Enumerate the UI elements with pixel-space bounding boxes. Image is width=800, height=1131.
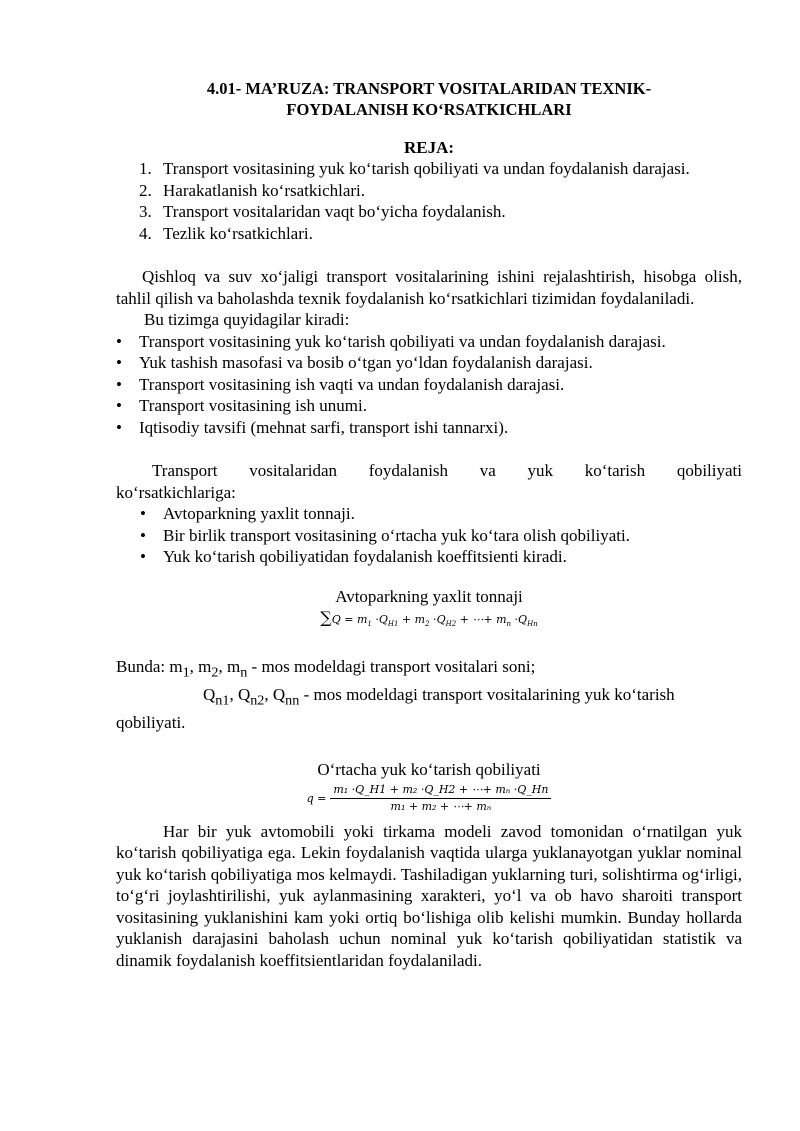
formula-1-label: Avtoparkning yaxlit tonnaji: [335, 586, 523, 606]
m-symbol: m: [198, 657, 212, 677]
list-item-text: Transport vositasining ish vaqti va undan foydalanish darajasi.: [139, 374, 565, 394]
list-item: [116, 395, 742, 417]
formula-term: m: [496, 613, 507, 626]
system-intro: Bu tizimga quyidagilar kiradi:: [144, 310, 350, 329]
list-item: [140, 503, 742, 525]
formula-subscript: n: [506, 620, 512, 629]
q-tail: - mos modeldagi transport vositalarining yuk ko‘tarish: [299, 685, 675, 705]
q-symbol: Q: [237, 685, 251, 705]
formula-average-capacity: [116, 782, 742, 815]
page-content: [116, 78, 742, 971]
plan-item-text: Transport vositasining yuk ko‘tarish qobiliyati va undan foydalanish darajasi.: [163, 159, 690, 178]
list-item-text: Iqtisodiy tavsifi (mehnat sarfi, transport ishi tannarxi).: [139, 417, 509, 437]
capacity-intro: [116, 460, 742, 482]
plan-item: [116, 158, 742, 180]
list-item-text: Yuk tashish masofasi va bosib o‘tgan yo‘ldan foydalanish darajasi.: [139, 353, 593, 372]
formula-subscript: H2: [445, 620, 457, 629]
plan-item-number: 4.: [139, 223, 152, 243]
system-list: [116, 331, 742, 439]
plan-item: [116, 180, 742, 202]
bullet-icon: •: [140, 504, 146, 523]
list-item-text: Transport vositasining ish unumi.: [139, 396, 367, 415]
lecture-title: [116, 78, 742, 120]
plan-item: [116, 201, 742, 223]
list-item: [116, 417, 742, 439]
list-item: [116, 352, 742, 374]
formula-term: m: [356, 613, 368, 626]
formula-term: Q: [378, 613, 388, 626]
plan-item-text: Harakatlanish ko‘rsatkichlari.: [163, 180, 366, 200]
formula-lhs: q =: [306, 791, 327, 805]
sigma-icon: ∑: [320, 608, 332, 627]
formula-term: + ⋯+: [456, 613, 497, 626]
formula-term: ·: [429, 613, 437, 626]
fraction: [307, 782, 552, 815]
bullet-icon: •: [116, 374, 122, 394]
formula-term: Q: [518, 613, 528, 626]
list-item: [140, 546, 742, 568]
m-symbol: m: [226, 657, 241, 677]
bullet-icon: •: [116, 396, 122, 415]
plan-item: [116, 223, 742, 245]
plan-item-number: 3.: [139, 202, 152, 221]
capacity-intro-line-2: ko‘rsatkichlariga:: [116, 482, 236, 502]
fraction-numerator: m₁ ·Q_H1 + m₂ ·Q_H2 + ⋯+ mₙ ·Q_Hn: [330, 782, 551, 799]
list-item: [116, 331, 742, 353]
q-symbol: Q: [272, 685, 286, 705]
formula-term: ·: [511, 613, 519, 626]
intro-paragraph: Qishloq va suv xo‘jaligi transport vositalarining ishini rejalashtirish, hisobga olish, tahlil qilish va baholashda texnik foydalanish ko‘rsatkichlari tizimidan foydalaniladi.: [116, 267, 742, 308]
plan-heading: REJA:: [403, 138, 455, 157]
q-definition: $Q_{n1}$, $Q_{n2}$, $Q_{nn}$ - mos modeldagi transport vositalarining yuk ko‘tarish: [203, 685, 675, 709]
formula-subscript: Hn: [527, 620, 538, 629]
bullet-icon: •: [140, 525, 146, 545]
formula-term: m: [414, 613, 426, 626]
list-item-text: Transport vositasining yuk ko‘tarish qobiliyati va undan foydalanish darajasi.: [139, 331, 666, 351]
bullet-icon: •: [116, 417, 122, 437]
bunda-tail: - mos modeldagi transport vositalari soni;: [247, 657, 536, 677]
formula-subscript: 2: [425, 620, 430, 629]
plan-list: [116, 158, 742, 244]
bunda-text: Bunda: m: [116, 657, 183, 677]
bullet-icon: •: [116, 353, 122, 372]
formula-term: Q =: [331, 613, 354, 626]
fraction-denominator: m₁ + m₂ + ⋯+ mₙ: [390, 799, 492, 813]
formula-term: ·: [371, 613, 379, 626]
formula-2-label: O‘rtacha yuk ko‘tarish qobiliyati: [317, 760, 541, 780]
list-item-text: Bir birlik transport vositasining o‘rtacha yuk ko‘tara olish qobiliyati.: [163, 525, 630, 545]
list-item-text: Yuk ko‘tarish qobiliyatidan foydalanish koeffitsienti kiradi.: [163, 547, 567, 566]
plan-item-number: 2.: [139, 180, 152, 200]
body-paragraph: Har bir yuk avtomobili yoki tirkama modeli zavod tomonidan o‘rnatilgan yuk ko‘tarish qobiliyatiga ega. Lekin foydalanish vaqtida ularga yuklanayotgan yuklar nominal yuk ko‘tarish qobiliyatiga mos kelmaydi. Tashiladigan yuklarning turi, solishtirma og‘irligi, to‘g‘ri joylashtirilishi, yuk aylanmasining xarakteri, yo‘l va ob havo sharoiti transport vositasining yuklanishini kam yoki ortiq bo‘lishiga olib kelishi mumkin. Bunday hollarda yuklanish darajasini baholash uchun nominal yuk ko‘tarish qobiliyatidan statistik va dinamik foydalanish koeffitsientlaridan foydalaniladi.: [116, 821, 742, 970]
subscript: n1: [215, 692, 230, 709]
subscript: nn: [285, 692, 300, 709]
list-item-text: Avtoparkning yaxlit tonnaji.: [163, 504, 355, 523]
list-item: [116, 374, 742, 396]
subscript: n2: [250, 692, 265, 709]
formula-term: Q: [436, 613, 446, 626]
capacity-list: [116, 503, 742, 568]
q-symbol: Q: [203, 685, 216, 705]
formula-term: +: [398, 613, 415, 626]
capacity-intro-line-1: Transport vositalaridan foydalanish va yuk ko‘tarish qobiliyati: [152, 461, 742, 480]
subscript: 1: [182, 664, 190, 681]
title-line-1: 4.01- MA’RUZA: TRANSPORT VOSITALARIDAN TEXNIK-: [206, 79, 652, 98]
subscript: n: [240, 664, 248, 681]
formula-subscript: 1: [367, 620, 372, 629]
plan-item-text: Transport vositalaridan vaqt bo‘yicha foydalanish.: [163, 202, 506, 221]
bullet-icon: •: [116, 331, 122, 351]
q-definition-tail: qobiliyati.: [116, 712, 186, 732]
bullet-icon: •: [140, 547, 146, 566]
fraction-body: [330, 782, 551, 815]
formula-total-tonnage: [116, 610, 742, 632]
formula-subscript: H1: [387, 620, 399, 629]
subscript: 2: [211, 664, 219, 681]
plan-item-number: 1.: [139, 159, 152, 178]
bunda-line: Bunda: $m_1$, $m_2$, $m_n$ - mos modeldagi transport vositalari soni;: [116, 657, 536, 681]
title-line-2: FOYDALANISH KO‘RSATKICHLARI: [286, 100, 572, 119]
list-item: [140, 525, 742, 547]
plan-item-text: Tezlik ko‘rsatkichlari.: [163, 223, 313, 243]
